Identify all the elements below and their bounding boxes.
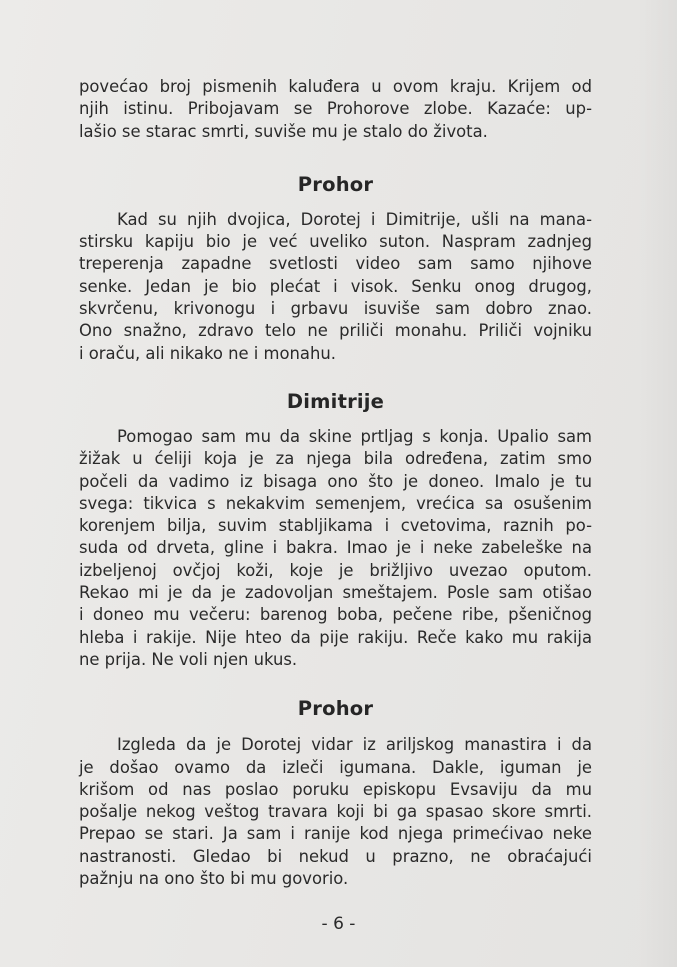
text-line: Kad su njih dvojica, Dorotej i Dimitrije, ušli na mana- xyxy=(117,209,592,229)
text-line: ne prija. Ne voli njen ukus. xyxy=(79,649,298,669)
text-line: hleba i rakije. Nije hteo da pije rakiju. Reče kako mu rakija xyxy=(79,627,592,647)
text-line: Rekao mi je da je zadovoljan smeštajem. Posle sam otišao xyxy=(79,583,592,603)
text-line: suda od drveta, gline i bakra. Imao je i neke zabeleške na xyxy=(79,538,592,558)
text-line: Izgleda da je Dorotej vidar iz ariljskog manastira i da xyxy=(117,735,592,755)
text-line: krišom od nas poslao poruku episkopu Evsaviju da mu xyxy=(79,779,592,799)
page-edge-shadow xyxy=(637,0,677,967)
text-line: i doneo mu večeru: barenog boba, pečene ribe, pšeničnog xyxy=(79,605,592,625)
text-line: Prepao se stari. Ja sam i ranije kod njega primećivao neke xyxy=(79,824,592,844)
text-line: povećao broj pismenih kaluđera u ovom kraju. Krijem od xyxy=(79,77,592,96)
text-line: Ono snažno, zdravo telo ne priliči monahu. Priliči vojniku xyxy=(79,321,592,341)
text-line: pažnju na ono što bi mu govorio. xyxy=(79,869,349,889)
page-number: - 6 - xyxy=(321,914,356,934)
text-line: Pomogao sam mu da skine prtljag s konja. Upalio sam xyxy=(117,426,592,446)
intro-paragraph xyxy=(79,76,592,143)
text-line: žižak u ćeliji koja je za njega bila određena, zatim smo xyxy=(79,449,592,469)
text-line: skvrčenu, krivonogu i grbavu isuviše sam dobro znao. xyxy=(79,299,592,319)
section-paragraph-dimitrije xyxy=(79,426,592,671)
text-line: njih istinu. Pribojavam se Prohorove zlobe. Kazaće: up- xyxy=(79,99,592,119)
section-heading-dimitrije: Dimitrije xyxy=(286,389,385,413)
text-line: treperenja zapadne svetlosti video sam samo njihove xyxy=(79,254,592,274)
text-line: stirsku kapiju bio je već uveliko suton. Naspram zadnjeg xyxy=(79,232,592,252)
text-line: izbeljenoj ovčjoj koži, koje je brižljivo uvezao oputom. xyxy=(79,560,592,580)
section-heading-prohor: Prohor xyxy=(297,172,374,196)
text-line: nastranosti. Gledao bi nekud u prazno, ne obraćajući xyxy=(79,846,592,866)
text-line: korenjem bilja, suvim stabljikama i cvetovima, raznih po- xyxy=(79,516,592,536)
text-line: je došao ovamo da izleči igumana. Dakle, iguman je xyxy=(79,757,592,777)
section-heading-prohor-2: Prohor xyxy=(297,697,374,721)
section-paragraph-prohor xyxy=(79,209,592,365)
section-paragraph-prohor-2 xyxy=(79,734,592,890)
text-line: počeli da vadimo iz bisaga ono što je doneo. Imalo je tu xyxy=(79,471,592,491)
text-line: senke. Jedan je bio plećat i visok. Senku onog drugog, xyxy=(79,276,592,296)
text-line: svega: tikvica s nekakvim semenjem, vrećica sa osušenim xyxy=(79,493,592,513)
text-line: i oraču, ali nikako ne i monahu. xyxy=(79,343,336,363)
text-line: pošalje nekog veštog travara koji bi ga spasao skore smrti. xyxy=(79,802,592,822)
text-line: lašio se starac smrti, suviše mu je stalo do života. xyxy=(79,121,488,141)
